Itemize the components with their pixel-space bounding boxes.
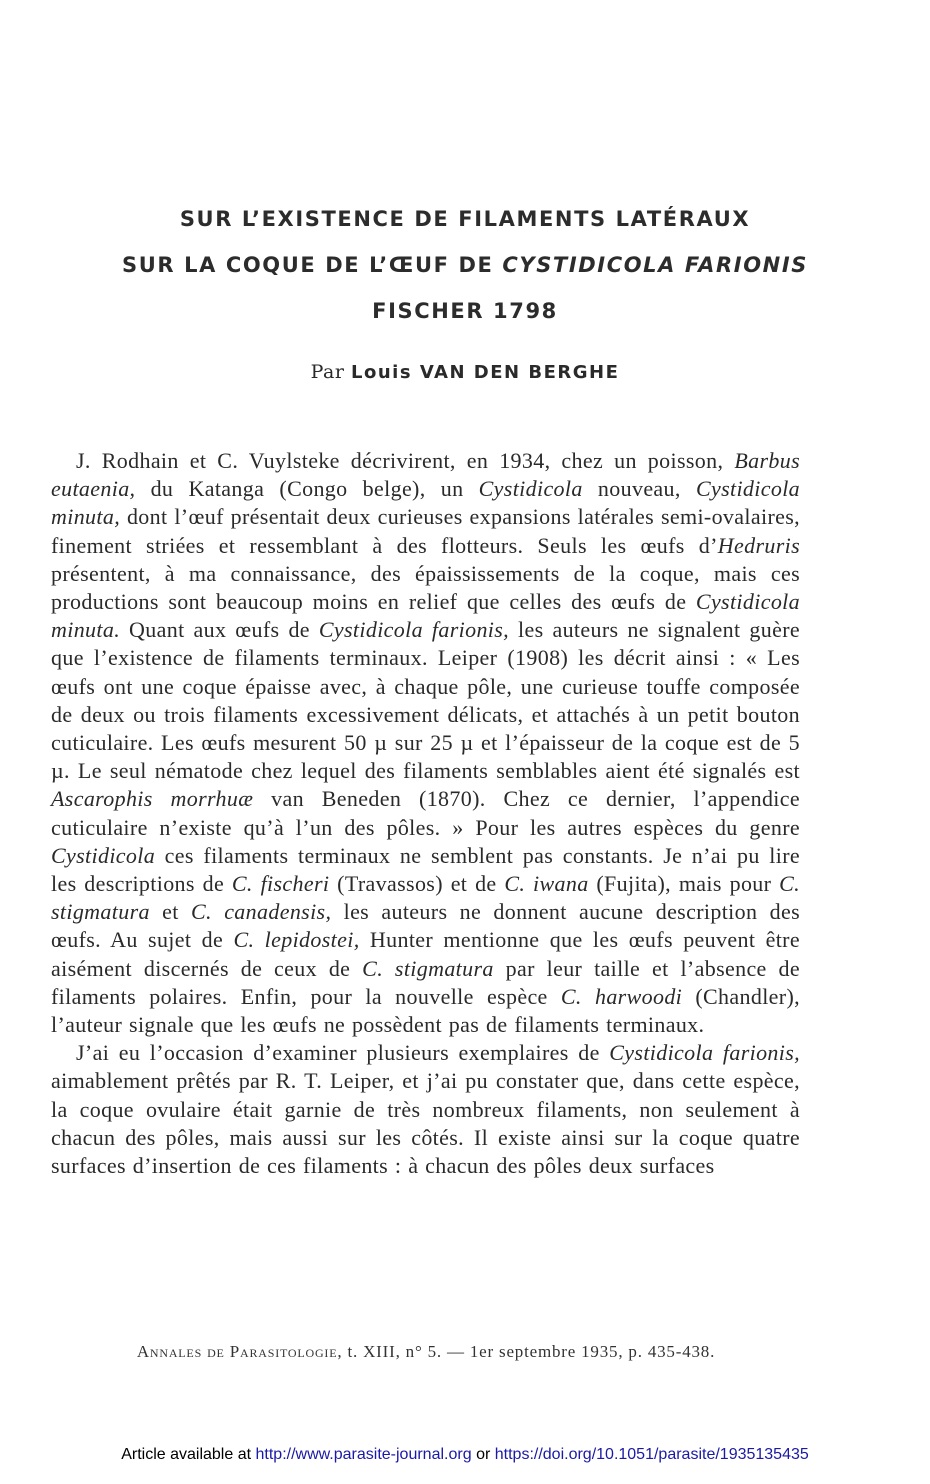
paragraph-1 <box>51 447 800 1039</box>
text-run: ces filaments terminaux ne semblent pas constants. Je n’ai pu lire les descriptions de <box>51 842 800 897</box>
text-run: Quant aux œufs de <box>120 617 319 643</box>
title-species: CYSTIDICOLA FARIONIS <box>502 253 808 277</box>
text-run: les auteurs ne signalent guère que l’existence de filaments terminaux. Leiper (1908) les décrit ainsi : « Les œufs ont une coque épaisse avec, à chaque pôle, une curieuse touffe composée de deux ou trois filaments excessivement délicats, et attachés à un petit bouton cuticulaire. Les œufs mesurent 50 µ sur 25 µ et l’épaisseur de la coque est de 5 µ. Le seul nématode chez lequel des filaments semblables aient été signalés est <box>51 617 800 784</box>
journal-link[interactable]: http://www.parasite-journal.org <box>255 1446 472 1463</box>
italic-term: Cystidicola minuta. <box>51 589 800 643</box>
text-run: dont l’œuf présentait deux curieuses expansions latérales semi-ovalaires, finement striées et ressemblant à des flotteurs. Seuls les œufs d’ <box>51 504 800 558</box>
italic-term: Cystidicola <box>478 476 583 502</box>
italic-term: Cystidicola farionis, <box>609 1040 800 1066</box>
availability-or: or <box>476 1446 491 1463</box>
availability-prefix: Article available at <box>121 1446 252 1463</box>
doi-link[interactable]: https://doi.org/10.1051/parasite/1935135435 <box>494 1446 809 1463</box>
article-title-line-2 <box>0 253 930 277</box>
text-run: par leur taille et l’absence de filaments polaires. Enfin, pour la nouvelle espèce <box>51 955 801 1009</box>
author-name: Louis VAN DEN BERGHE <box>351 362 620 383</box>
italic-term: C. lepidostei, <box>233 927 360 953</box>
availability-line <box>0 1446 930 1464</box>
italic-term: C. stigmatura <box>362 955 494 981</box>
italic-term: Cystidicola minuta, <box>51 476 801 530</box>
text-run: (Travassos) et de <box>329 871 505 897</box>
text-run: aimablement prêtés par R. T. Leiper, et j’ai pu constater que, dans cette espèce, la coque ovulaire était garnie de très nombreux filaments, non seulement à chacun des pôles, mais aussi sur les côtés. Il existe ainsi sur la coque quatre surfaces d’insertion de ces filaments : à chacun des pôles deux surfaces <box>51 1068 800 1179</box>
journal-name: Annales de Parasitologie, <box>136 1342 343 1361</box>
italic-term: C. stigmatura <box>51 871 800 925</box>
article-body <box>51 447 800 1180</box>
italic-term: Barbus eutaenia, <box>51 448 800 502</box>
citation-footer <box>0 1342 852 1362</box>
italic-term: Ascarophis morrhuæ <box>51 786 254 812</box>
text-run: (Chandler), l’auteur signale que les œufs ne possèdent pas de filaments terminaux. <box>51 983 801 1038</box>
italic-term: Cystidicola <box>51 842 156 868</box>
article-title-line-1: SUR L’EXISTENCE DE FILAMENTS LATÉRAUX <box>179 207 751 231</box>
paragraph-2 <box>51 1039 800 1180</box>
text-run: les auteurs ne donnent aucune description des œufs. Au sujet de <box>51 899 800 953</box>
byline-par: Par <box>310 361 345 383</box>
text-run: Hunter mentionne que les œufs peuvent être aisément discernés de ceux de <box>51 927 800 981</box>
text-run: présentent, à ma connaissance, des épaississements de la coque, mais ces productions sont beaucoup moins en relief que celles des œufs de <box>51 560 800 615</box>
title-prefix: SUR LA COQUE DE L’ŒUF DE <box>122 253 494 277</box>
byline <box>0 361 930 383</box>
italic-term: C. iwana <box>504 871 589 897</box>
text-run: van Beneden (1870). Chez ce dernier, l’appendice cuticulaire n’existe qu’à l’un des pôles. » Pour les autres espèces du genre <box>51 786 800 840</box>
text-run: du Katanga (Congo belge), un <box>135 476 479 502</box>
italic-term: Cystidicola farionis, <box>318 617 510 643</box>
italic-term: C. fischeri <box>231 871 330 897</box>
italic-term: C. canadensis, <box>191 899 332 925</box>
italic-term: C. harwoodi <box>560 983 683 1009</box>
text-run: J’ai eu l’occasion d’examiner plusieurs exemplaires de <box>76 1040 610 1066</box>
text-run: nouveau, <box>582 476 696 502</box>
citation-details: t. XIII, n° 5. — 1er septembre 1935, p. 435-438. <box>347 1342 716 1361</box>
text-run: et <box>149 899 192 925</box>
text-run: (Fujita), mais pour <box>588 871 780 897</box>
text-run: J. Rodhain et C. Vuylsteke décrivirent, en 1934, chez un poisson, <box>76 448 735 473</box>
italic-term: Hedruris <box>717 532 800 558</box>
article-title-line-3: FISCHER 1798 <box>372 299 558 323</box>
